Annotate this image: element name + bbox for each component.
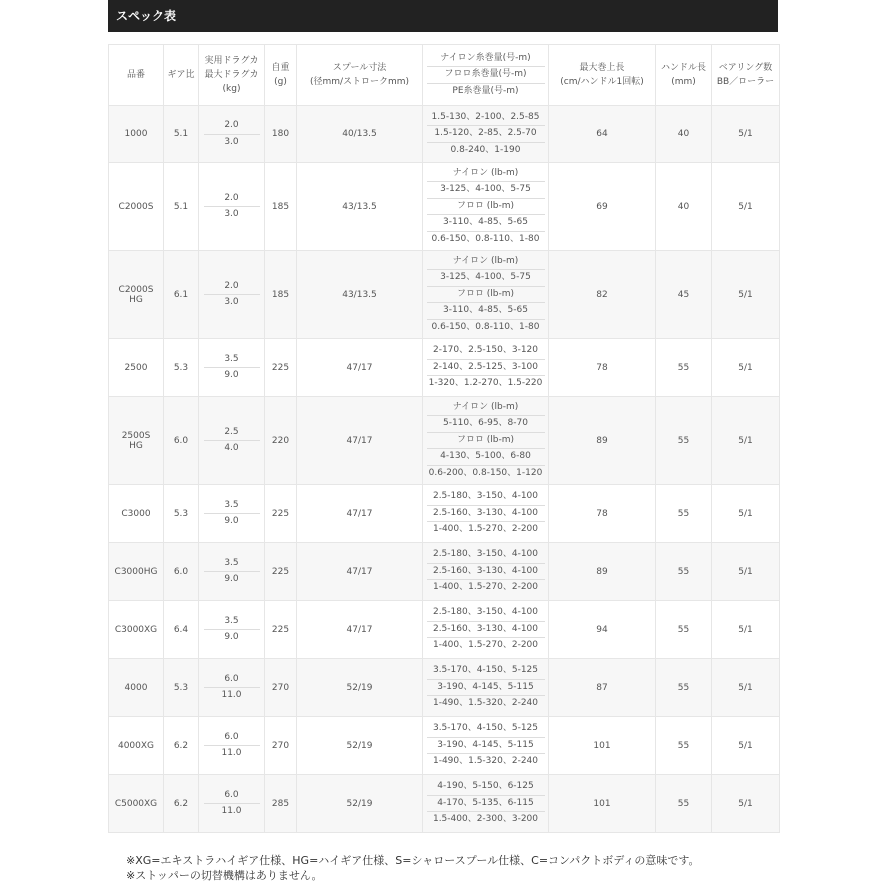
cell-drag: [199, 106, 265, 163]
cell-gear-ratio: 6.2: [164, 775, 199, 833]
line-capacity-entry: 3-190、4-145、5-115: [427, 680, 545, 697]
header-spool: [297, 45, 423, 106]
header-bearings-line2: BB／ローラー: [716, 77, 775, 87]
cell-line-capacity: [423, 397, 549, 485]
cell-retrieve: 69: [549, 163, 656, 251]
cell-line-capacity: [423, 251, 549, 339]
table-row: [109, 659, 780, 717]
cell-gear-ratio: 6.0: [164, 543, 199, 601]
cell-gear-ratio: 5.1: [164, 163, 199, 251]
model-name-line: C2000S: [118, 284, 154, 295]
header-line-capacity: [423, 45, 549, 106]
header-handle-line1: ハンドル長: [660, 63, 706, 73]
cell-drag: [199, 601, 265, 659]
cell-model: [109, 163, 164, 251]
cell-drag: [199, 659, 265, 717]
model-name-line: C5000XG: [114, 798, 158, 809]
cell-spool: 43/13.5: [297, 251, 423, 339]
drag-practical: 6.0: [204, 788, 260, 805]
cell-model: [109, 339, 164, 397]
cell-retrieve: 94: [549, 601, 656, 659]
drag-max: 9.0: [224, 370, 239, 380]
drag-stack: [199, 352, 264, 384]
cell-weight: 185: [265, 163, 297, 251]
spec-table-body: [109, 106, 780, 833]
header-line-capacity-fluoro: フロロ糸巻量(号-m): [427, 67, 545, 84]
line-capacity-entry: 0.6-150、0.8-110、1-80: [431, 233, 540, 244]
cell-line-capacity: [423, 659, 549, 717]
model-name-line: 4000: [124, 682, 148, 693]
cell-spool: 47/17: [297, 397, 423, 485]
model-name-line: HG: [129, 440, 143, 451]
line-capacity-entry: 3-110、4-85、5-65: [427, 215, 545, 232]
header-gear-ratio-label: ギア比: [167, 70, 195, 80]
cell-bearings: 5/1: [712, 397, 780, 485]
drag-practical: 3.5: [204, 614, 260, 631]
line-capacity-entry: 4-130、5-100、6-80: [427, 449, 545, 466]
section-title: スペック表: [108, 0, 778, 32]
model-name-line: HG: [129, 294, 143, 305]
cell-handle: 55: [656, 397, 712, 485]
line-capacity-entry: 2.5-180、3-150、4-100: [427, 489, 545, 506]
cell-retrieve: 101: [549, 717, 656, 775]
cell-drag: [199, 397, 265, 485]
table-row: [109, 601, 780, 659]
drag-max: 11.0: [221, 690, 242, 700]
header-drag-line2: 最大ドラグカ: [204, 70, 259, 80]
header-spool-line1: スプール寸法: [332, 63, 387, 73]
line-capacity-entry: 0.6-150、0.8-110、1-80: [431, 321, 540, 332]
cell-gear-ratio: 6.0: [164, 397, 199, 485]
drag-practical: 3.5: [204, 556, 260, 573]
drag-max: 4.0: [224, 443, 239, 453]
cell-gear-ratio: 5.3: [164, 659, 199, 717]
drag-practical: 2.0: [204, 279, 260, 296]
header-model: [109, 45, 164, 106]
header-weight: [265, 45, 297, 106]
cell-spool: 52/19: [297, 659, 423, 717]
drag-max: 9.0: [224, 632, 239, 642]
cell-retrieve: 101: [549, 775, 656, 833]
line-capacity-stack: [423, 547, 548, 596]
cell-model: [109, 717, 164, 775]
cell-model: [109, 601, 164, 659]
cell-retrieve: 89: [549, 397, 656, 485]
cell-bearings: 5/1: [712, 251, 780, 339]
drag-max: 3.0: [224, 297, 239, 307]
line-capacity-stack: [423, 779, 548, 828]
drag-max: 9.0: [224, 516, 239, 526]
model-name-line: 2500: [124, 362, 148, 373]
cell-bearings: 5/1: [712, 601, 780, 659]
drag-stack: [199, 614, 264, 646]
line-capacity-entry: ナイロン (lb-m): [427, 166, 545, 183]
drag-practical: 3.5: [204, 352, 260, 369]
line-capacity-entry: 0.6-200、0.8-150、1-120: [428, 467, 543, 478]
model-name-line: C3000XG: [114, 624, 158, 635]
cell-weight: 220: [265, 397, 297, 485]
cell-handle: 55: [656, 601, 712, 659]
cell-bearings: 5/1: [712, 775, 780, 833]
header-handle-line2: (mm): [671, 77, 696, 87]
model-name-line: 2500S: [121, 430, 151, 441]
line-capacity-stack: [423, 663, 548, 712]
cell-handle: 40: [656, 106, 712, 163]
cell-retrieve: 64: [549, 106, 656, 163]
cell-line-capacity: [423, 775, 549, 833]
line-capacity-stack: [423, 110, 548, 159]
drag-stack: [199, 498, 264, 530]
cell-line-capacity: [423, 163, 549, 251]
cell-weight: 225: [265, 601, 297, 659]
line-capacity-entry: 3.5-170、4-150、5-125: [427, 663, 545, 680]
cell-spool: 47/17: [297, 543, 423, 601]
line-capacity-entry: 1-400、1.5-270、2-200: [432, 582, 539, 593]
model-name-line: C3000HG: [114, 566, 158, 577]
line-capacity-entry: 1-320、1.2-270、1.5-220: [428, 378, 543, 389]
drag-max: 11.0: [221, 806, 242, 816]
header-retrieve: [549, 45, 656, 106]
cell-line-capacity: [423, 485, 549, 543]
line-capacity-entry: 1-490、1.5-320、2-240: [432, 756, 539, 767]
cell-line-capacity: [423, 543, 549, 601]
cell-bearings: 5/1: [712, 163, 780, 251]
cell-bearings: 5/1: [712, 659, 780, 717]
line-capacity-stack: [423, 254, 548, 336]
table-row: [109, 717, 780, 775]
cell-retrieve: 89: [549, 543, 656, 601]
cell-line-capacity: [423, 339, 549, 397]
cell-model: [109, 775, 164, 833]
table-row: [109, 251, 780, 339]
model-name-line: 4000XG: [117, 740, 155, 751]
drag-stack: [199, 118, 264, 150]
cell-spool: 47/17: [297, 601, 423, 659]
line-capacity-entry: 3-110、4-85、5-65: [427, 303, 545, 320]
header-spool-line2: (径mm/ストロークmm): [309, 77, 410, 87]
line-capacity-entry: 5-110、6-95、8-70: [427, 416, 545, 433]
line-capacity-entry: 2.5-160、3-130、4-100: [427, 506, 545, 523]
model-name-line: C2000S: [118, 201, 154, 212]
drag-practical: 6.0: [204, 730, 260, 747]
table-row: [109, 397, 780, 485]
line-capacity-entry: 1.5-120、2-85、2.5-70: [427, 126, 545, 143]
cell-bearings: 5/1: [712, 543, 780, 601]
drag-practical: 2.0: [204, 118, 260, 135]
line-capacity-stack: [423, 721, 548, 770]
drag-stack: [199, 672, 264, 704]
line-capacity-entry: 2.5-160、3-130、4-100: [427, 564, 545, 581]
line-capacity-stack: [423, 489, 548, 538]
cell-retrieve: 78: [549, 485, 656, 543]
header-line-capacity-nylon: ナイロン糸巻量(号-m): [427, 51, 545, 68]
cell-drag: [199, 543, 265, 601]
line-capacity-entry: 2-140、2.5-125、3-100: [427, 360, 545, 377]
drag-max: 3.0: [224, 209, 239, 219]
table-row: [109, 485, 780, 543]
footnote-suffix-legend: ※XG=エキストラハイギア仕様、HG=ハイギア仕様、S=シャロースプール仕様、C=コンパクトボディの意味です。: [126, 854, 700, 867]
cell-weight: 270: [265, 659, 297, 717]
spec-table: [108, 44, 780, 833]
drag-practical: 2.0: [204, 191, 260, 208]
cell-line-capacity: [423, 717, 549, 775]
line-capacity-entry: ナイロン (lb-m): [427, 400, 545, 417]
cell-handle: 45: [656, 251, 712, 339]
table-row: [109, 163, 780, 251]
line-capacity-stack: [423, 343, 548, 392]
cell-drag: [199, 339, 265, 397]
cell-handle: 55: [656, 717, 712, 775]
cell-bearings: 5/1: [712, 106, 780, 163]
cell-spool: 43/13.5: [297, 163, 423, 251]
cell-spool: 52/19: [297, 775, 423, 833]
model-name-line: C3000: [121, 508, 151, 519]
header-line-capacity-pe: PE糸巻量(号-m): [452, 85, 519, 96]
cell-model: [109, 397, 164, 485]
line-capacity-stack: [423, 605, 548, 654]
table-row: [109, 543, 780, 601]
header-weight-line1: 自重: [271, 63, 290, 73]
line-capacity-entry: フロロ (lb-m): [427, 199, 545, 216]
line-capacity-entry: フロロ (lb-m): [427, 287, 545, 304]
cell-weight: 270: [265, 717, 297, 775]
header-drag: [199, 45, 265, 106]
cell-retrieve: 82: [549, 251, 656, 339]
cell-model: [109, 485, 164, 543]
table-row: [109, 106, 780, 163]
cell-handle: 55: [656, 543, 712, 601]
cell-drag: [199, 717, 265, 775]
cell-handle: 55: [656, 775, 712, 833]
drag-stack: [199, 788, 264, 820]
header-drag-line3: (kg): [222, 84, 241, 94]
table-header-row: [109, 45, 780, 106]
header-gear-ratio: [164, 45, 199, 106]
line-capacity-entry: 1.5-130、2-100、2.5-85: [427, 110, 545, 127]
cell-handle: 55: [656, 659, 712, 717]
cell-gear-ratio: 5.1: [164, 106, 199, 163]
cell-gear-ratio: 5.3: [164, 339, 199, 397]
drag-practical: 3.5: [204, 498, 260, 515]
table-row: [109, 339, 780, 397]
line-capacity-entry: 2.5-180、3-150、4-100: [427, 547, 545, 564]
drag-stack: [199, 279, 264, 311]
line-capacity-entry: 1-490、1.5-320、2-240: [432, 698, 539, 709]
cell-weight: 285: [265, 775, 297, 833]
cell-line-capacity: [423, 106, 549, 163]
header-handle: [656, 45, 712, 106]
line-capacity-entry: 1-400、1.5-270、2-200: [432, 640, 539, 651]
cell-gear-ratio: 5.3: [164, 485, 199, 543]
line-capacity-entry: 2.5-180、3-150、4-100: [427, 605, 545, 622]
line-capacity-stack: [423, 400, 548, 482]
line-capacity-entry: 2.5-160、3-130、4-100: [427, 622, 545, 639]
cell-gear-ratio: 6.1: [164, 251, 199, 339]
line-capacity-entry: 3-125、4-100、5-75: [427, 270, 545, 287]
cell-bearings: 5/1: [712, 339, 780, 397]
cell-model: [109, 106, 164, 163]
header-weight-line2: (g): [274, 77, 287, 87]
line-capacity-entry: 1-400、1.5-270、2-200: [432, 524, 539, 535]
line-capacity-entry: フロロ (lb-m): [427, 433, 545, 450]
drag-practical: 2.5: [204, 425, 260, 442]
header-retrieve-line2: (cm/ハンドル1回転): [560, 77, 644, 87]
cell-retrieve: 87: [549, 659, 656, 717]
drag-stack: [199, 191, 264, 223]
cell-drag: [199, 775, 265, 833]
line-capacity-entry: 3.5-170、4-150、5-125: [427, 721, 545, 738]
cell-weight: 185: [265, 251, 297, 339]
header-drag-line1: 実用ドラグカ: [204, 56, 259, 66]
cell-model: [109, 659, 164, 717]
line-capacity-entry: 1.5-400、2-300、3-200: [432, 814, 539, 825]
cell-line-capacity: [423, 601, 549, 659]
cell-gear-ratio: 6.2: [164, 717, 199, 775]
cell-handle: 40: [656, 163, 712, 251]
drag-practical: 6.0: [204, 672, 260, 689]
cell-drag: [199, 163, 265, 251]
line-capacity-entry: 3-190、4-145、5-115: [427, 738, 545, 755]
cell-drag: [199, 251, 265, 339]
header-bearings: [712, 45, 780, 106]
drag-stack: [199, 730, 264, 762]
line-capacity-entry: ナイロン (lb-m): [427, 254, 545, 271]
cell-weight: 225: [265, 543, 297, 601]
line-capacity-entry: 2-170、2.5-150、3-120: [427, 343, 545, 360]
cell-handle: 55: [656, 339, 712, 397]
line-capacity-entry: 3-125、4-100、5-75: [427, 182, 545, 199]
drag-stack: [199, 556, 264, 588]
cell-bearings: 5/1: [712, 485, 780, 543]
drag-max: 9.0: [224, 574, 239, 584]
header-bearings-line1: ベアリング数: [718, 63, 773, 73]
line-capacity-entry: 4-190、5-150、6-125: [427, 779, 545, 796]
line-capacity-entry: 4-170、5-135、6-115: [427, 796, 545, 813]
header-model-label: 品番: [126, 70, 145, 80]
cell-spool: 47/17: [297, 339, 423, 397]
cell-spool: 52/19: [297, 717, 423, 775]
cell-gear-ratio: 6.4: [164, 601, 199, 659]
footnotes: [126, 853, 700, 883]
drag-max: 11.0: [221, 748, 242, 758]
cell-model: [109, 251, 164, 339]
drag-stack: [199, 425, 264, 457]
cell-weight: 225: [265, 339, 297, 397]
cell-retrieve: 78: [549, 339, 656, 397]
cell-model: [109, 543, 164, 601]
header-retrieve-line1: 最大巻上長: [579, 63, 625, 73]
table-row: [109, 775, 780, 833]
cell-drag: [199, 485, 265, 543]
cell-bearings: 5/1: [712, 717, 780, 775]
cell-weight: 180: [265, 106, 297, 163]
line-capacity-entry: 0.8-240、1-190: [450, 144, 521, 155]
footnote-stopper: ※ストッパーの切替機構はありません。: [126, 869, 323, 882]
cell-spool: 47/17: [297, 485, 423, 543]
cell-spool: 40/13.5: [297, 106, 423, 163]
line-capacity-stack: [423, 166, 548, 248]
cell-handle: 55: [656, 485, 712, 543]
model-name-line: 1000: [124, 129, 148, 139]
drag-max: 3.0: [224, 136, 239, 147]
cell-weight: 225: [265, 485, 297, 543]
